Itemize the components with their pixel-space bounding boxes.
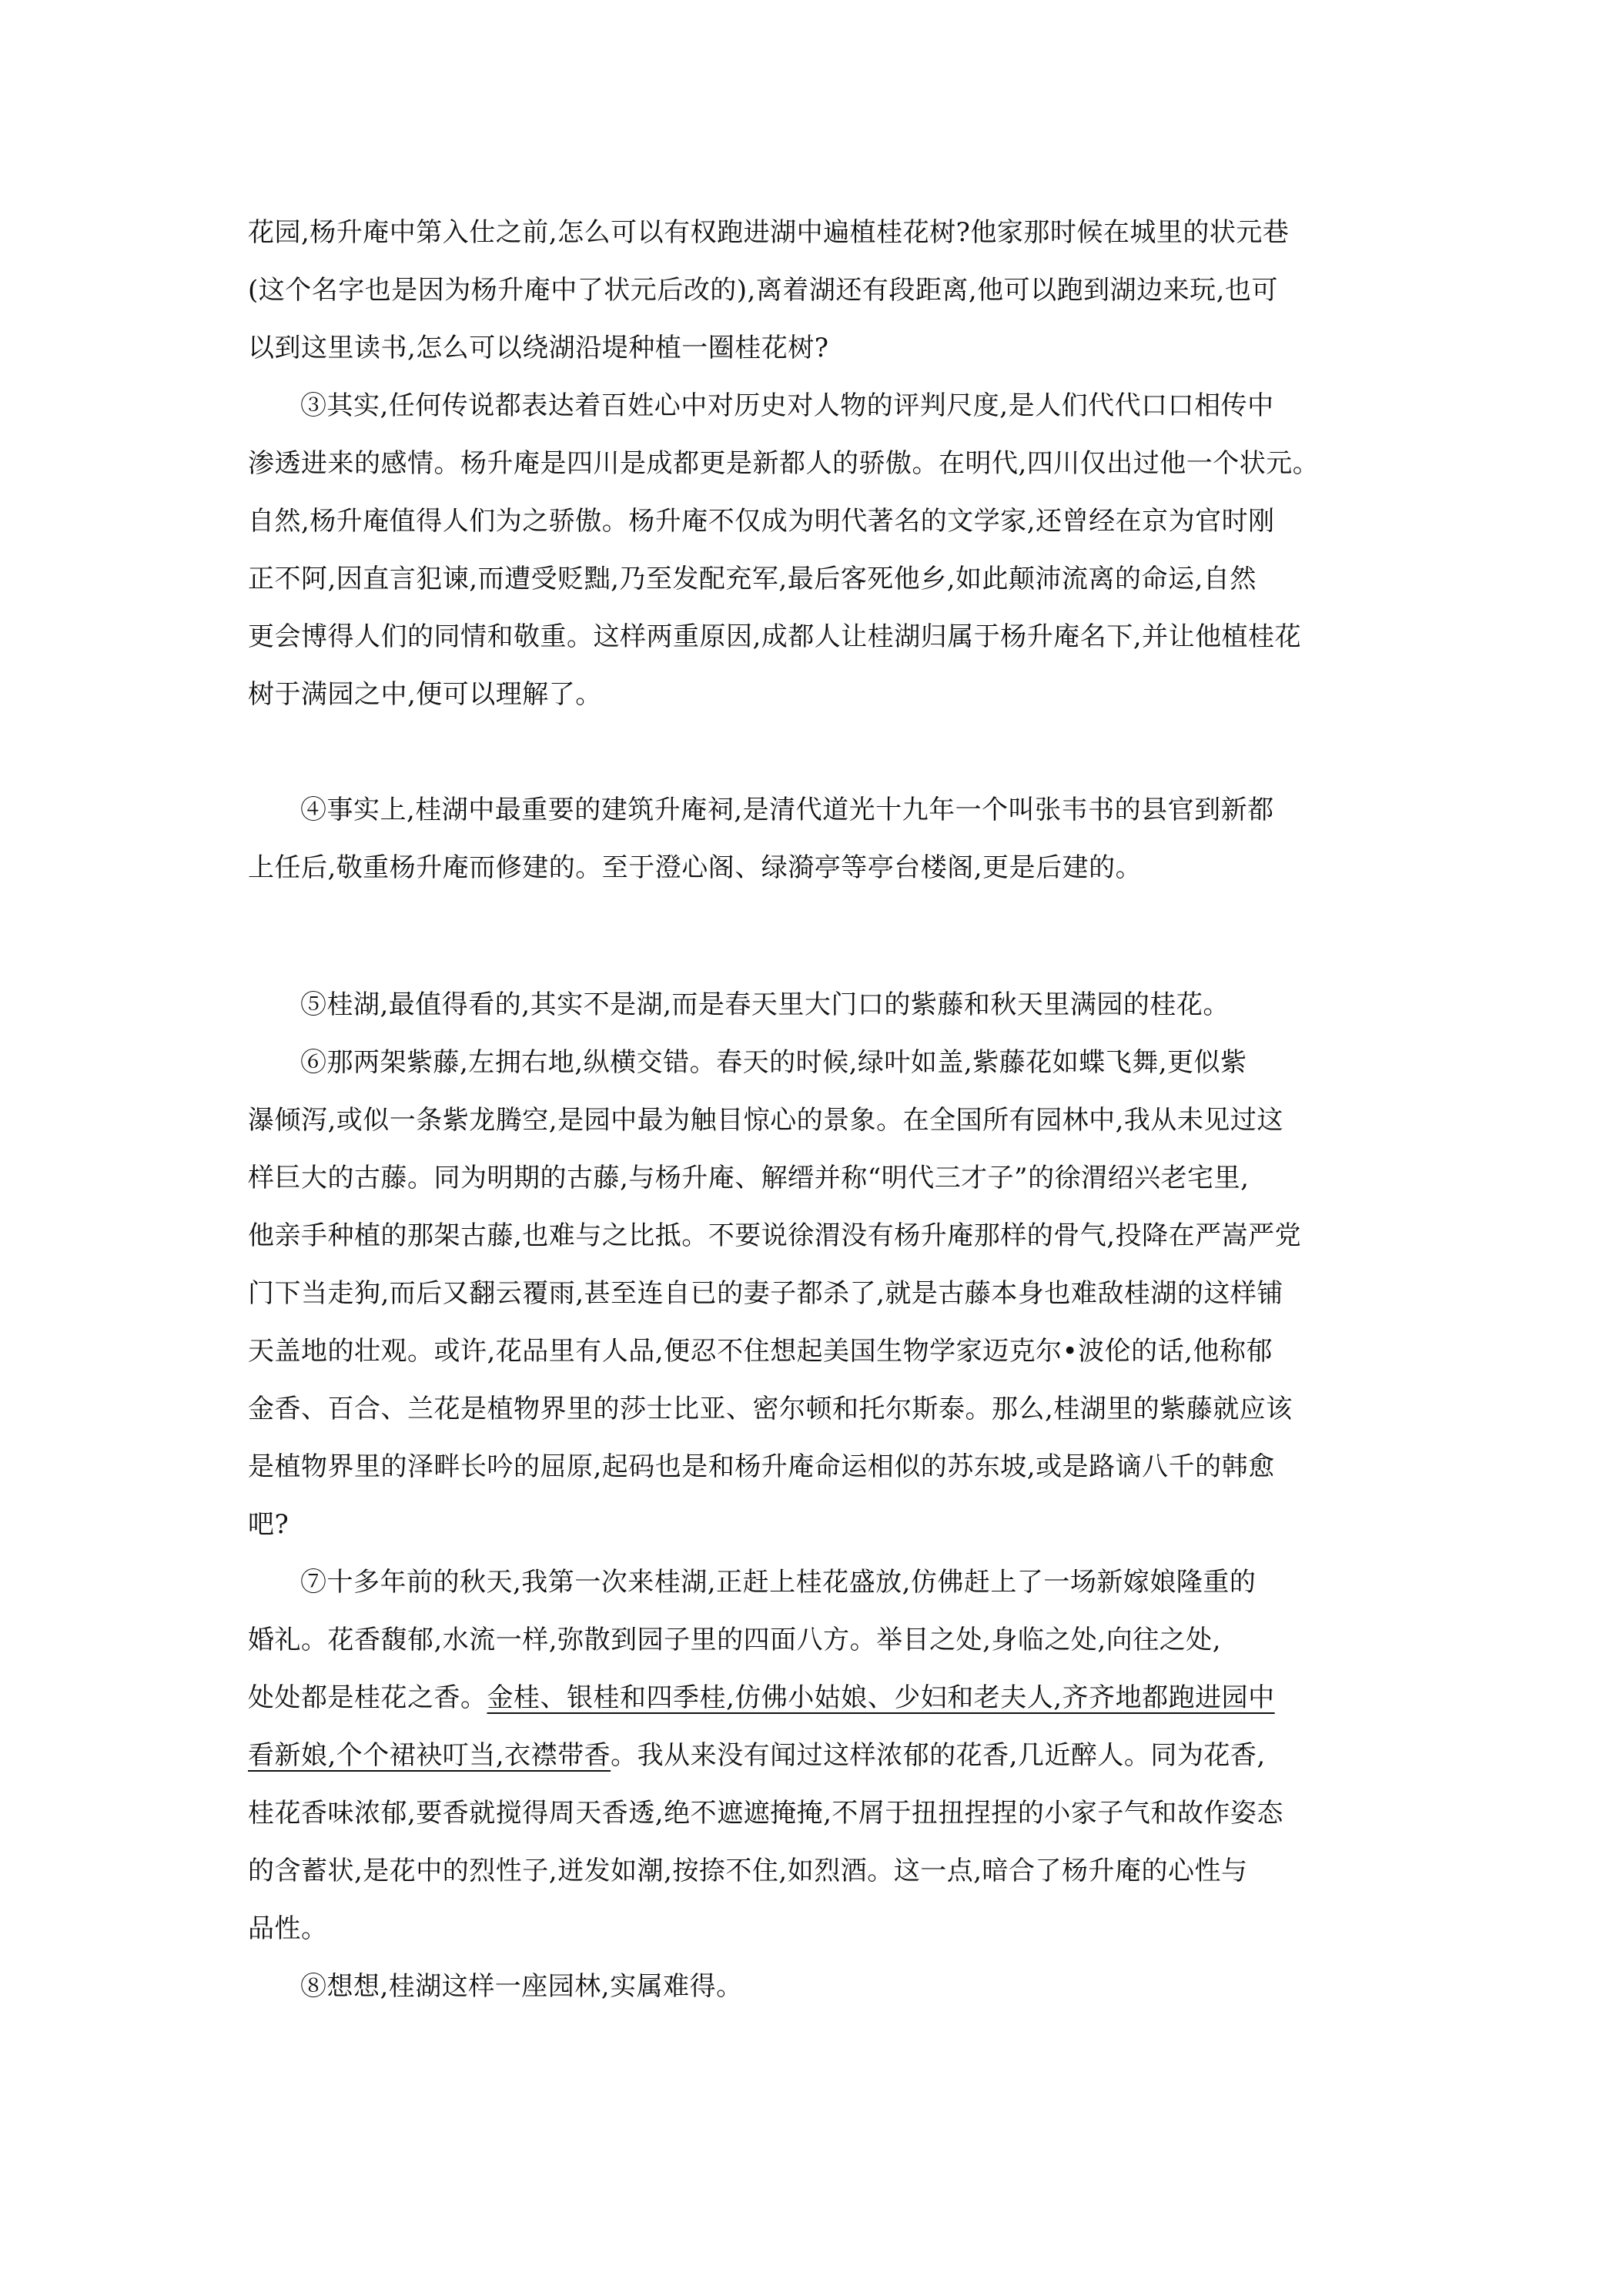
text-line: 样巨大的古藤。同为明期的古藤,与杨升庵、解缙并称“明代三才子”的徐渭绍兴老宅里, <box>248 1163 1250 1193</box>
text-line: 天盖地的壮观。或许,花品里有人品,便忍不住想起美国生物学家迈克尔•波伦的话,他称郁 <box>248 1336 1273 1367</box>
text-line: 渗透进来的感情。杨升庵是四川是成都更是新都人的骄傲。在明代,四川仅出过他一个状元。 <box>248 448 1320 479</box>
text-line: 他亲手种植的那架古藤,也难与之比抵。不要说徐渭没有杨升庵那样的骨气,投降在严嵩严党 <box>248 1220 1302 1251</box>
text-line: 更会博得人们的同情和敬重。这样两重原因,成都人让桂湖归属于杨升庵名下,并让他植桂花 <box>248 621 1302 652</box>
text-line: ⑧想想,桂湖这样一座园林,实属难得。 <box>300 1971 743 2002</box>
text-line: 吧? <box>248 1509 289 1540</box>
text-line: 正不阿,因直言犯谏,而遭受贬黜,乃至发配充军,最后客死他乡,如此颠沛流离的命运,自然 <box>248 564 1257 594</box>
text-line: 的含蓄状,是花中的烈性子,迸发如潮,按捺不住,如烈酒。这一点,暗合了杨升庵的心性与 <box>248 1856 1248 1886</box>
text-line: ⑥那两架紫藤,左拥右地,纵横交错。春天的时候,绿叶如盖,紫藤花如蝶飞舞,更似紫 <box>300 1047 1247 1078</box>
text-line: (这个名字也是因为杨升庵中了状元后改的),离着湖还有段距离,他可以跑到湖边来玩,也可 <box>248 275 1278 306</box>
text-line: 婚礼。花香馥郁,水流一样,弥散到园子里的四面八方。举目之处,身临之处,向往之处, <box>248 1625 1222 1655</box>
underlined-text: 看新娘,个个裙袂叮当,衣襟带香 <box>248 1740 611 1771</box>
paragraph-continuation <box>248 204 1386 377</box>
text-line: ⑤桂湖,最值得看的,其实不是湖,而是春天里大门口的紫藤和秋天里满园的桂花。 <box>300 989 1230 1020</box>
text-line: 自然,杨升庵值得人们为之骄傲。杨升庵不仅成为明代著名的文学家,还曾经在京为官时刚 <box>248 506 1275 537</box>
text-line: 是植物界里的泽畔长吟的屈原,起码也是和杨升庵命运相似的苏东坡,或是路谪八千的韩愈 <box>248 1451 1275 1482</box>
text-line: 品性。 <box>248 1913 328 1944</box>
paragraph-5 <box>248 976 1386 1034</box>
text-line: ⑦十多年前的秋天,我第一次来桂湖,正赶上桂花盛放,仿佛赶上了一场新嫁娘隆重的 <box>300 1567 1257 1598</box>
text-line: 门下当走狗,而后又翻云覆雨,甚至连自已的妻子都杀了,就是古藤本身也难敌桂湖的这样铺 <box>248 1278 1283 1309</box>
text-line: 以到这里读书,怎么可以绕湖沿堤种植一圈桂花树? <box>248 333 829 363</box>
paragraph-7 <box>248 1554 1386 1958</box>
text-line: 金香、百合、兰花是植物界里的莎士比亚、密尔顿和托尔斯泰。那么,桂湖里的紫藤就应该 <box>248 1394 1293 1424</box>
paragraph-4 <box>248 782 1386 897</box>
text-line: 桂花香味浓郁,要香就搅得周天香透,绝不遮遮掩掩,不屑于扭扭捏捏的小家子气和故作姿态 <box>248 1798 1283 1829</box>
text-segment: 处处都是桂花之香。 <box>248 1682 487 1713</box>
underlined-text: 金桂、银桂和四季桂,仿佛小姑娘、少妇和老夫人,齐齐地都跑进园中 <box>487 1682 1275 1713</box>
text-line: 上任后,敬重杨升庵而修建的。至于澄心阁、绿漪亭等亭台楼阁,更是后建的。 <box>248 852 1143 883</box>
text-segment: 。我从来没有闻过这样浓郁的花香,几近醉人。同为花香, <box>611 1740 1266 1771</box>
text-line <box>248 1669 1386 1727</box>
text-line: ④事实上,桂湖中最重要的建筑升庵祠,是清代道光十九年一个叫张韦书的县官到新都 <box>300 795 1274 825</box>
text-line: ③其实,任何传说都表达着百姓心中对历史对人物的评判尺度,是人们代代口口相传中 <box>300 390 1274 421</box>
paragraph-6 <box>248 1034 1386 1554</box>
text-line <box>248 1727 1386 1785</box>
text-line: 树于满园之中,便可以理解了。 <box>248 679 602 710</box>
text-line: 瀑倾泻,或似一条紫龙腾空,是园中最为触目惊心的景象。在全国所有园林中,我从未见过这 <box>248 1105 1283 1136</box>
paragraph-3 <box>248 377 1386 724</box>
text-line: 花园,杨升庵中第入仕之前,怎么可以有权跑进湖中遍植桂花树?他家那时候在城里的状元巷 <box>248 217 1290 248</box>
paragraph-8 <box>248 1958 1386 2016</box>
